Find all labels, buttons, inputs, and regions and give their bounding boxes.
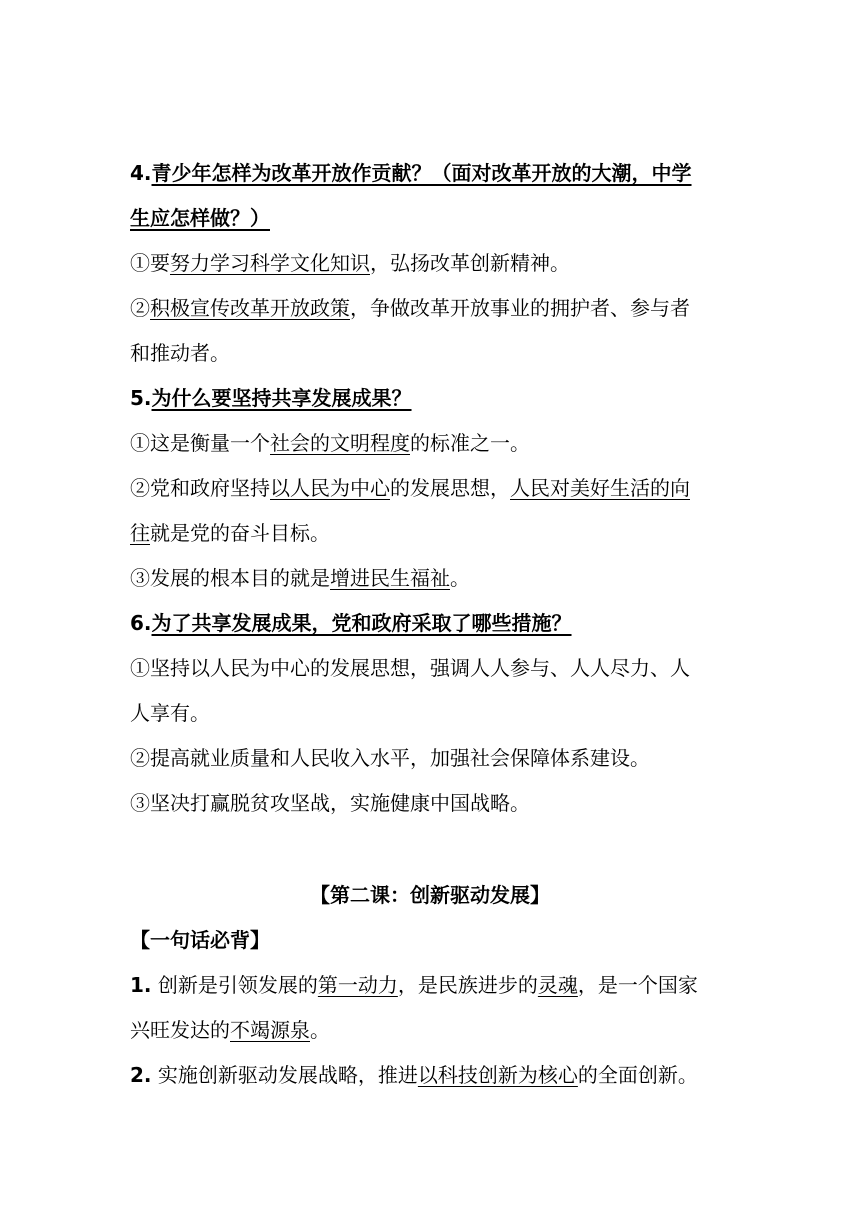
underlined-term: 灵魂 [537,973,578,997]
q6-title: 为了共享发展成果，党和政府采取了哪些措施？ [151,611,572,635]
text-run: ②党和政府坚持 [130,476,270,500]
point-number: 1. [130,973,152,997]
text-run: ②提高就业质量和人民收入水平，加强社会保障体系建设。 [130,746,650,770]
text-run: 人享有。 [130,701,210,725]
q6-title-line [130,609,730,637]
underlined-term: 社会的文明程度 [270,431,410,455]
q5-title: 为什么要坚持共享发展成果？ [151,386,412,410]
q4-answer-1 [130,249,730,277]
lesson2-point-1-cont [130,1016,730,1044]
text-run: 创新是引领发展的 [151,973,318,997]
lesson2-point-1 [130,971,730,999]
underlined-term: 往 [130,521,150,545]
text-run: 就是党的奋斗目标。 [150,521,330,545]
heading-text: 【第二课：创新驱动发展】 [310,883,550,907]
underlined-term: 不竭源泉 [230,1018,310,1042]
text-run: 。 [450,566,470,590]
text-run: 兴旺发达的 [130,1018,230,1042]
q4-number: 4. [130,161,152,185]
text-run: 和推动者。 [130,341,230,365]
q4-title-line1 [130,159,730,187]
text-run: ，是一个国家 [577,973,698,997]
underlined-term: 增进民生福祉 [330,566,450,590]
underlined-term: 积极宣传改革开放政策 [150,296,350,320]
lesson2-subheading [130,926,730,954]
text-run: ①坚持以人民为中心的发展思想，强调人人参与、人人尽力、人 [130,656,690,680]
lesson2-heading [0,881,860,909]
q4-answer-2-cont [130,339,730,367]
text-run: ，争做改革开放事业的拥护者、参与者 [350,296,690,320]
q6-answer-1-cont [130,699,730,727]
q5-answer-3 [130,564,730,592]
text-run: ①要 [130,251,170,275]
text-run: ，是民族进步的 [397,973,538,997]
q5-answer-1 [130,429,730,457]
lesson2-point-2 [130,1061,730,1089]
underlined-term: 努力学习科学文化知识 [170,251,370,275]
text-run: ，弘扬改革创新精神。 [370,251,570,275]
q5-answer-2-cont [130,519,730,547]
text-run: ② [130,296,150,320]
underlined-term: 以科技创新为核心 [417,1063,578,1087]
q5-number: 5. [130,386,152,410]
q6-answer-3 [130,789,730,817]
point-number: 2. [130,1063,152,1087]
q4-title-cont: 生应怎样做？） [130,206,270,230]
q4-title: 青少年怎样为改革开放作贡献？（面对改革开放的大潮，中学 [151,161,692,185]
q5-answer-2 [130,474,730,502]
q6-number: 6. [130,611,152,635]
text-run: 实施创新驱动发展战略，推进 [151,1063,418,1087]
q4-answer-2 [130,294,730,322]
q4-title-line2 [130,204,730,232]
text-run: 。 [310,1018,330,1042]
text-run: ①这是衡量一个 [130,431,270,455]
text-run: 的发展思想， [390,476,510,500]
underlined-term: 人民对美好生活的向 [510,476,690,500]
q5-title-line [130,384,730,412]
text-run: 的标准之一。 [410,431,530,455]
underlined-term: 以人民为中心 [270,476,390,500]
subheading-text: 【一句话必背】 [130,928,270,952]
text-run: ③发展的根本目的就是 [130,566,330,590]
text-run: ③坚决打赢脱贫攻坚战，实施健康中国战略。 [130,791,530,815]
text-run: 的全面创新。 [577,1063,698,1087]
q6-answer-1 [130,654,730,682]
underlined-term: 第一动力 [317,973,398,997]
q6-answer-2 [130,744,730,772]
